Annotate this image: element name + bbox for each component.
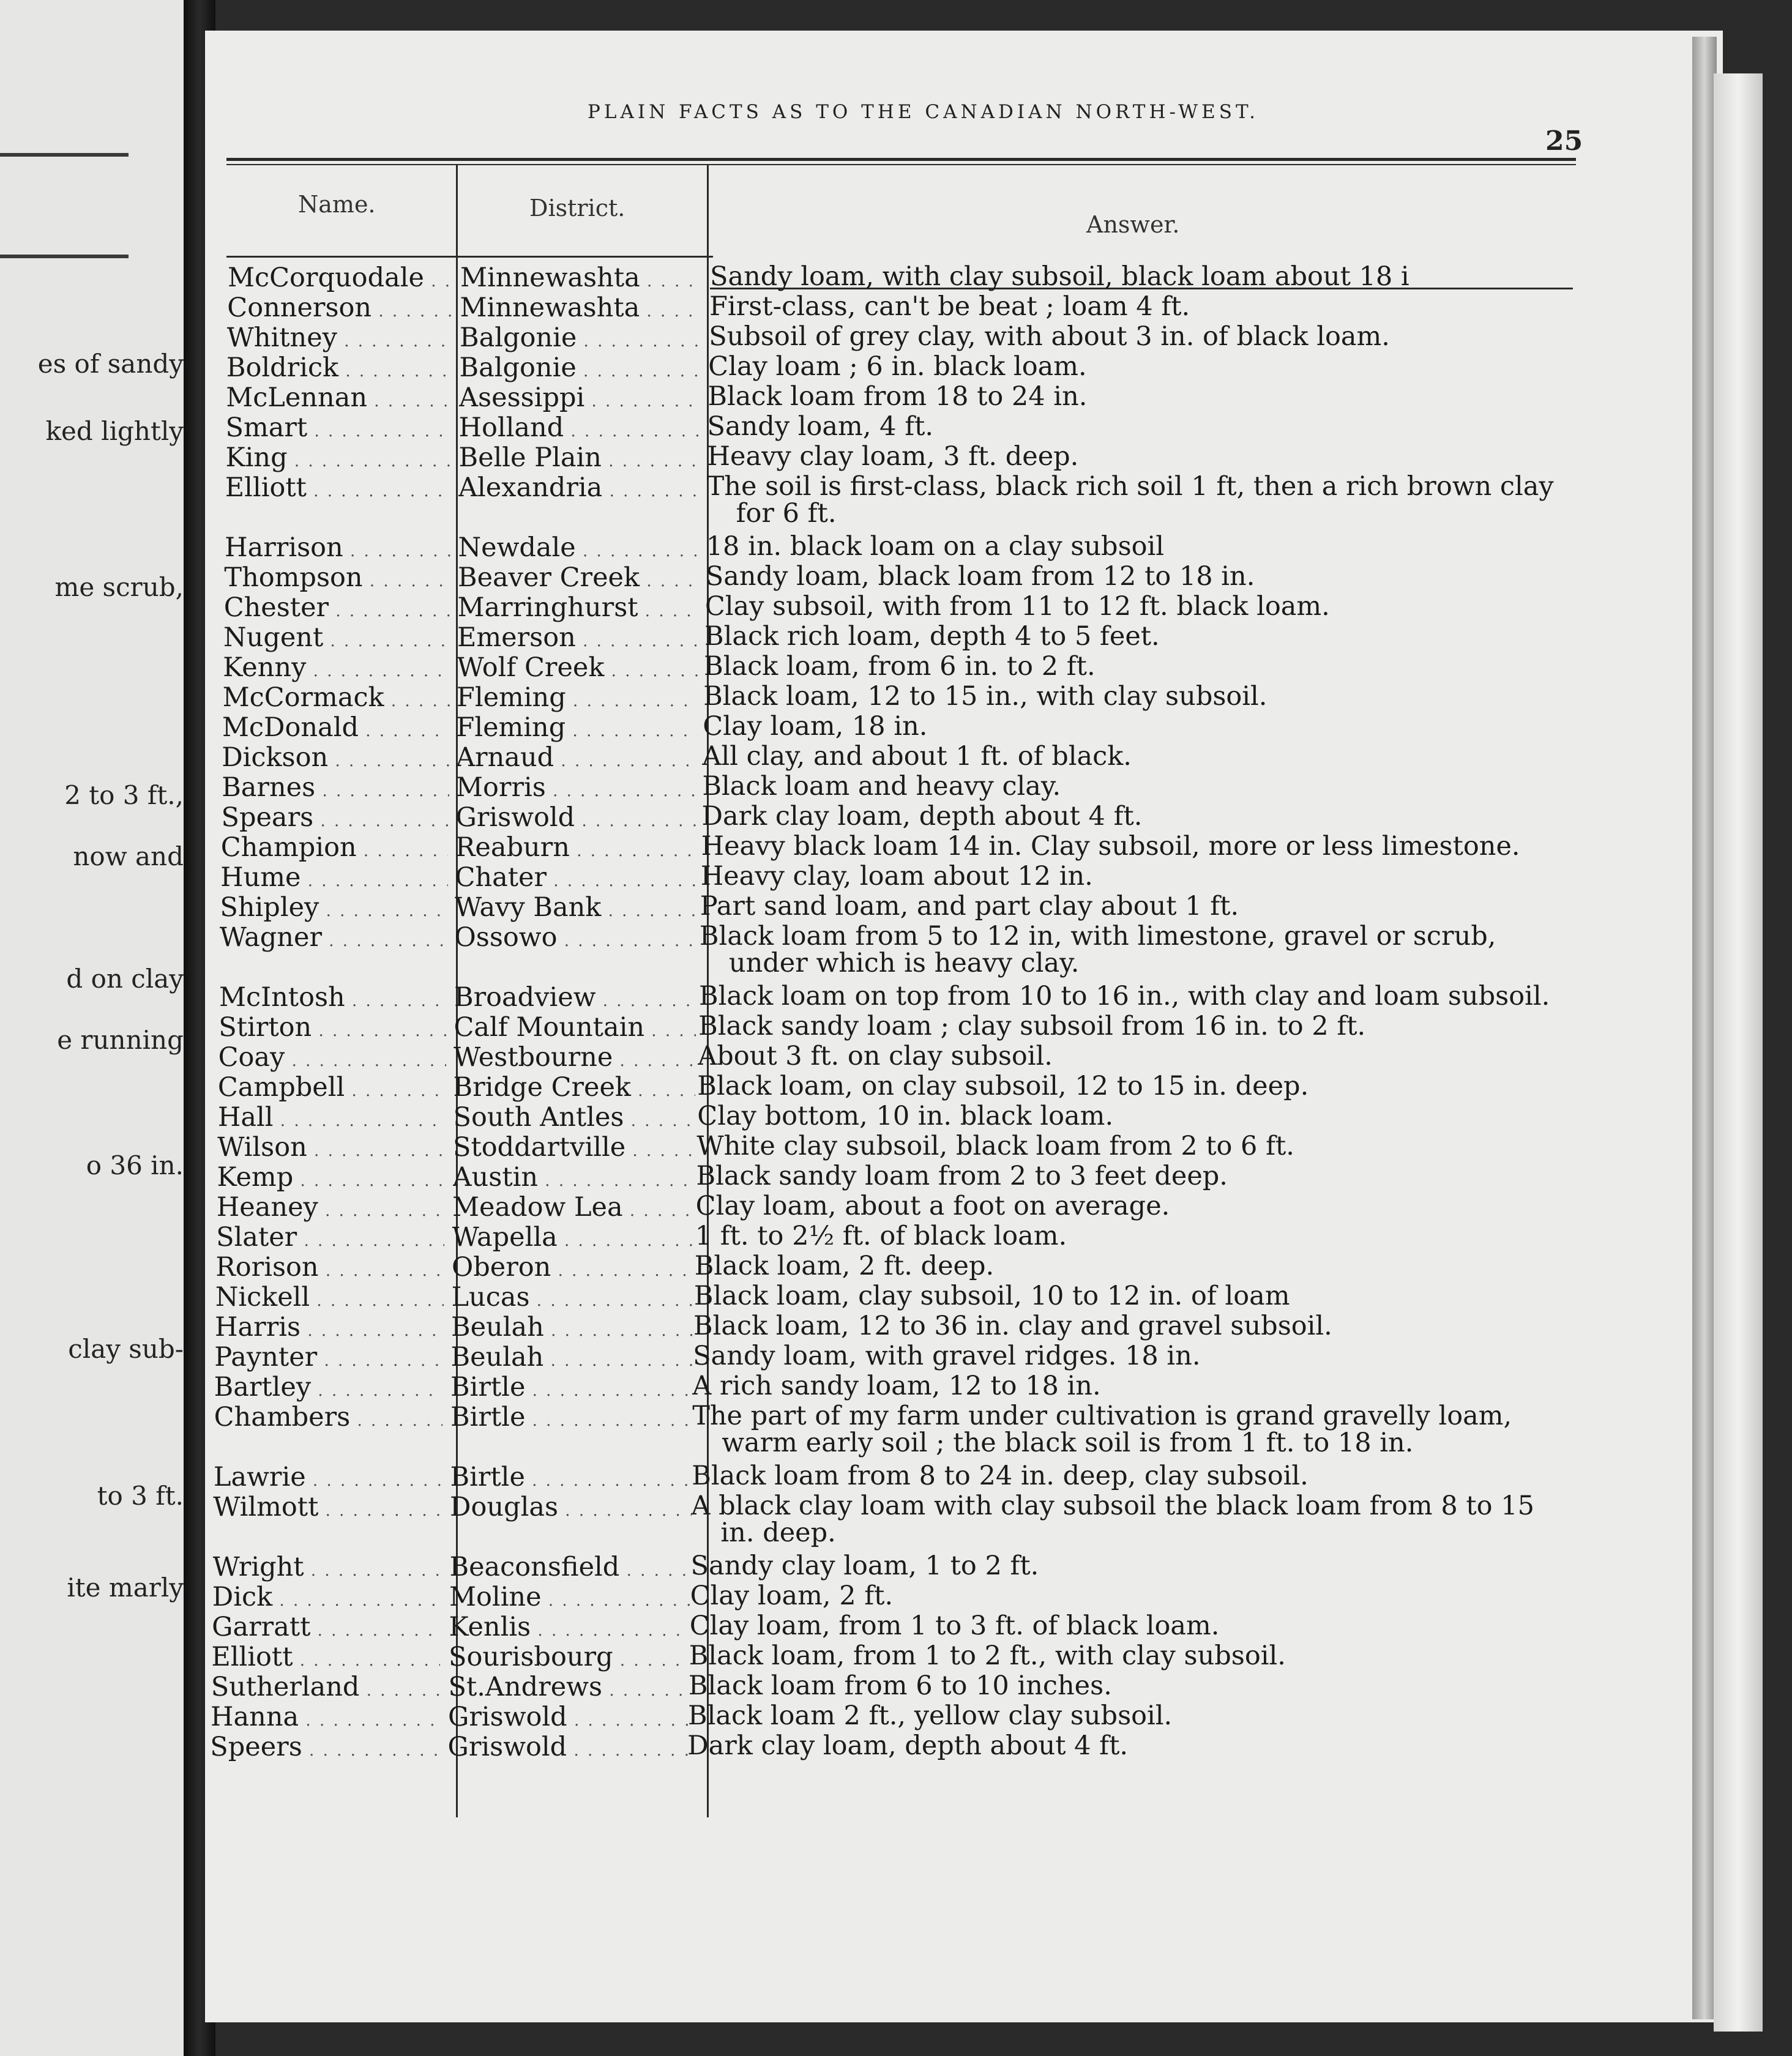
table-row: [0, 773, 1792, 802]
answer-line: Clay loam, about a foot on average.: [695, 1191, 1170, 1221]
row-name: McDonald . . .: [222, 713, 449, 742]
row-answer: [705, 593, 1574, 620]
answer-line: Heavy clay, loam about 12 in.: [700, 861, 1093, 892]
row-answer: [692, 1462, 1561, 1489]
row-district: Douglas . . .: [450, 1492, 692, 1522]
answer-line: Clay loam, from 1 to 3 ft. of black loam.: [689, 1611, 1220, 1641]
row-answer: [709, 323, 1578, 350]
row-name: Lawrie . . .: [214, 1462, 442, 1492]
row-name: Bartley . . .: [214, 1373, 442, 1402]
row-answer: [692, 1402, 1561, 1456]
row-answer: [709, 293, 1578, 320]
row-name: Nugent . . .: [223, 623, 450, 652]
row-district: Bridge Creek . . .: [454, 1073, 695, 1102]
answer-line: Black loam, 12 to 15 in., with clay subsoil.: [703, 681, 1267, 712]
table-row: [0, 863, 1792, 892]
row-answer: [707, 413, 1577, 440]
left-page-fragment: e running: [57, 1025, 184, 1055]
table-row: [0, 1582, 1792, 1612]
row-district: Beulah . . .: [451, 1313, 693, 1342]
row-name: McCorquodale . . .: [228, 263, 454, 292]
table-row: [0, 1343, 1792, 1372]
answer-line: White clay subsoil, black loam from 2 to 6 ft.: [696, 1131, 1294, 1161]
row-district: Marringhurst . . .: [458, 593, 700, 622]
row-answer: [690, 1612, 1559, 1639]
table-row: [0, 983, 1792, 1012]
left-page-fragment: clay sub-: [68, 1334, 184, 1364]
answer-line: Black loam on top from 10 to 16 in., with clay and loam subsoil.: [699, 981, 1550, 1011]
row-district: Birtle . . .: [450, 1462, 692, 1492]
table-row: [0, 593, 1792, 622]
answer-line: Black loam from 6 to 10 inches.: [688, 1671, 1112, 1701]
row-name: Kenny . . .: [223, 653, 450, 682]
row-name: McLennan . . .: [226, 383, 452, 412]
left-page-fragment: es of sandy: [37, 349, 184, 379]
table-row: [0, 1283, 1792, 1312]
row-district: Beulah . . .: [451, 1343, 693, 1372]
row-answer: [695, 1253, 1564, 1279]
row-answer: [704, 653, 1573, 680]
left-page-fragment: me scrub,: [54, 572, 184, 602]
row-name: Hanna . . .: [211, 1702, 439, 1732]
answer-line: Black sandy loam from 2 to 3 feet deep.: [696, 1161, 1228, 1191]
row-name: Barnes . . .: [222, 773, 449, 802]
answer-continuation-line: under which is heavy clay.: [728, 948, 1080, 978]
row-name: Hume . . .: [220, 863, 448, 892]
row-district: Alexandria . . .: [458, 473, 700, 502]
row-district: Meadow Lea . . .: [452, 1193, 694, 1222]
row-answer: [692, 1373, 1561, 1399]
row-district: Austin . . .: [453, 1163, 695, 1192]
table-row: [0, 1672, 1792, 1702]
row-name: Harris . . .: [215, 1313, 443, 1342]
answer-line: Sandy loam, black loam from 12 to 18 in.: [705, 561, 1255, 592]
row-district: Chater . . .: [455, 863, 697, 892]
left-page-fragment: 2 to 3 ft.,: [64, 780, 184, 810]
answer-line: Clay loam, 2 ft.: [690, 1581, 894, 1611]
answer-line: Black loam, from 1 to 2 ft., with clay subsoil.: [689, 1641, 1286, 1671]
row-answer: [696, 1133, 1566, 1160]
answer-line: Black loam, 12 to 36 in. clay and gravel subsoil.: [693, 1311, 1332, 1341]
table-row: [0, 1253, 1792, 1282]
row-answer: [700, 893, 1569, 920]
table-row: [0, 1612, 1792, 1642]
row-name: Elliott . . .: [225, 473, 452, 502]
left-page-fragment: now and: [73, 841, 184, 871]
table-row: [0, 1193, 1792, 1222]
table-row: [0, 1073, 1792, 1102]
row-district: St.Andrews . . .: [449, 1672, 690, 1702]
row-name: Dickson . . .: [222, 743, 449, 772]
row-answer: [701, 833, 1570, 860]
answer-line: Black loam, 2 ft. deep.: [694, 1251, 995, 1281]
row-district: Griswold . . .: [456, 803, 698, 832]
table-row: [0, 1373, 1792, 1402]
row-name: Speers . . .: [210, 1732, 439, 1762]
row-name: Champion . . .: [221, 833, 449, 862]
answer-continuation-line: for 6 ft.: [736, 498, 837, 529]
answer-line: Part sand loam, and part clay about 1 ft.: [700, 891, 1239, 922]
answer-line: Black sandy loam ; clay subsoil from 16 in. to 2 ft.: [698, 1011, 1366, 1041]
answer-line: Sandy loam, with gravel ridges. 18 in.: [693, 1341, 1201, 1371]
row-district: Wapella . . .: [452, 1223, 694, 1252]
answer-line: Black loam and heavy clay.: [702, 771, 1061, 802]
row-name: Coay . . .: [218, 1043, 446, 1072]
left-page-fragment: d on clay: [66, 964, 184, 994]
row-name: Heaney . . .: [217, 1193, 445, 1222]
table-row: [0, 1642, 1792, 1672]
answer-line: Sandy clay loam, 1 to 2 ft.: [690, 1551, 1039, 1581]
table-row: [0, 1313, 1792, 1342]
table-row: [0, 1552, 1792, 1582]
table-row: [0, 1013, 1792, 1042]
answer-line: A black clay loam with clay subsoil the black loam from 8 to 15: [691, 1491, 1534, 1521]
row-name: Boldrick . . .: [226, 353, 453, 382]
row-name: Campbell . . .: [218, 1073, 446, 1102]
answer-line: Black loam, from 6 in. to 2 ft.: [704, 651, 1096, 682]
answer-line: About 3 ft. on clay subsoil.: [698, 1041, 1053, 1071]
row-answer: [700, 923, 1569, 977]
row-district: Balgonie . . .: [460, 323, 701, 352]
left-page-fragment: ite marly: [67, 1573, 184, 1603]
row-answer: [706, 533, 1575, 560]
row-name: Chambers . . .: [214, 1402, 442, 1432]
row-district: Wavy Bank . . .: [455, 893, 696, 922]
row-district: Moline . . .: [449, 1582, 691, 1612]
row-name: Slater . . .: [216, 1223, 444, 1252]
row-answer: [708, 353, 1577, 380]
answer-line: Black loam from 5 to 12 in, with limestone, gravel or scrub,: [699, 921, 1496, 952]
row-name: Whitney . . .: [227, 323, 454, 352]
table-row: [0, 323, 1792, 352]
row-answer: [703, 683, 1572, 710]
row-answer: [706, 563, 1575, 590]
table-row: [0, 893, 1792, 922]
row-name: Wilson . . .: [217, 1133, 445, 1162]
table-row: [0, 1043, 1792, 1072]
row-name: Wilmott . . .: [213, 1492, 441, 1522]
row-answer: [710, 263, 1579, 290]
row-answer: [691, 1492, 1560, 1546]
table-row: [0, 833, 1792, 862]
table-row: [0, 683, 1792, 712]
answer-line: Clay bottom, 10 in. black loam.: [697, 1101, 1114, 1131]
row-name: Connerson . . .: [227, 293, 454, 322]
row-district: Broadview . . .: [454, 983, 696, 1012]
table-row: [0, 413, 1792, 442]
answer-line: Clay subsoil, with from 11 to 12 ft. black loam.: [704, 591, 1330, 622]
row-name: Stirton . . .: [218, 1013, 446, 1042]
row-answer: [702, 773, 1571, 800]
row-name: Sutherland . . .: [211, 1672, 440, 1702]
row-answer: [689, 1672, 1558, 1699]
row-answer: [698, 1043, 1567, 1070]
answer-line: Black loam from 18 to 24 in.: [707, 381, 1088, 412]
row-answer: [707, 473, 1576, 527]
table-row: [0, 353, 1792, 382]
row-district: Beaconsfield . . .: [450, 1552, 692, 1582]
row-answer: [693, 1343, 1562, 1369]
row-answer: [690, 1582, 1559, 1609]
left-page-fragment: ked lightly: [45, 416, 184, 446]
answer-line: All clay, and about 1 ft. of black.: [702, 741, 1132, 772]
answer-line: Clay loam ; 6 in. black loam.: [708, 351, 1087, 382]
row-answer: [704, 623, 1574, 650]
row-answer: [701, 863, 1570, 890]
table-row: [0, 743, 1792, 772]
answer-line: Subsoil of grey clay, with about 3 in. of black loam.: [709, 321, 1390, 352]
row-answer: [697, 1103, 1566, 1130]
row-name: Smart . . .: [226, 413, 453, 442]
answer-continuation-line: warm early soil ; the black soil is from 1 ft. to 18 in.: [722, 1428, 1414, 1458]
row-answer: [703, 713, 1572, 740]
row-name: Garratt . . .: [212, 1612, 441, 1642]
row-answer: [688, 1702, 1557, 1729]
row-answer: [696, 1163, 1566, 1190]
row-district: Fleming . . .: [457, 683, 698, 712]
answer-line: First-class, can't be beat ; loam 4 ft.: [709, 291, 1190, 322]
row-name: Harrison . . .: [225, 533, 452, 562]
row-answer: [689, 1642, 1558, 1669]
table-row: [0, 803, 1792, 832]
left-page-fragment: to 3 ft.: [97, 1481, 184, 1511]
answer-line: Clay loam, 18 in.: [703, 711, 928, 742]
row-answer: [707, 383, 1577, 410]
table-row: [0, 1702, 1792, 1732]
row-answer: [687, 1732, 1556, 1759]
row-district: Birtle . . .: [450, 1373, 692, 1402]
table-row: [0, 623, 1792, 652]
column-header-district: District.: [529, 195, 625, 222]
row-answer: [696, 1193, 1565, 1220]
row-name: Wagner . . .: [220, 923, 447, 952]
row-district: Ossowo . . .: [455, 923, 696, 952]
table-row: [0, 563, 1792, 592]
row-district: Minnewashta . . .: [460, 263, 702, 292]
answer-line: Heavy clay loam, 3 ft. deep.: [707, 441, 1079, 472]
row-answer: [697, 1073, 1566, 1100]
answer-line: A rich sandy loam, 12 to 18 in.: [692, 1371, 1101, 1401]
row-district: Stoddartville . . .: [453, 1133, 695, 1162]
row-name: McCormack . . .: [223, 683, 450, 712]
row-answer: [702, 743, 1571, 770]
answer-line: Black rich loam, depth 4 to 5 feet.: [704, 621, 1160, 652]
running-head: PLAIN FACTS AS TO THE CANADIAN NORTH-WEST.: [588, 101, 1259, 123]
row-district: Lucas . . .: [452, 1283, 693, 1312]
row-district: Asessippi . . .: [459, 383, 701, 412]
row-district: Sourisbourg . . .: [449, 1642, 690, 1672]
answer-line: Black loam, clay subsoil, 10 to 12 in. of loam: [693, 1281, 1290, 1311]
table-row: [0, 1223, 1792, 1252]
row-district: Westbourne . . .: [454, 1043, 695, 1072]
row-name: Nickell . . .: [215, 1283, 444, 1312]
row-district: Kenlis . . .: [449, 1612, 691, 1642]
answer-line: The soil is first-class, black rich soil 1 ft, then a rich brown clay: [706, 471, 1554, 502]
row-name: Thompson . . .: [224, 563, 451, 592]
row-name: Chester . . .: [224, 593, 451, 622]
row-name: Hall . . .: [218, 1103, 446, 1132]
table-row: [0, 533, 1792, 562]
column-header-name: Name.: [298, 191, 376, 218]
row-answer: [707, 443, 1577, 470]
row-district: Griswold . . .: [448, 1702, 690, 1732]
answer-line: Black loam from 8 to 24 in. deep, clay subsoil.: [692, 1461, 1309, 1491]
table-row: [0, 471, 1792, 529]
row-answer: [691, 1552, 1560, 1579]
row-name: King . . .: [226, 443, 453, 472]
table-row: [0, 713, 1792, 742]
row-district: South Antles . . .: [454, 1103, 695, 1132]
row-district: Fleming . . .: [457, 713, 698, 742]
row-district: Belle Plain . . .: [459, 443, 701, 472]
table-row: [0, 383, 1792, 412]
row-answer: [698, 1013, 1567, 1040]
table-row: [0, 1401, 1792, 1458]
row-district: Emerson . . .: [457, 623, 699, 652]
table-row: [0, 1103, 1792, 1132]
table-row: [0, 653, 1792, 682]
row-name: Kemp . . .: [217, 1163, 446, 1192]
table-row: [0, 1732, 1792, 1762]
row-district: Birtle . . .: [450, 1402, 692, 1432]
table-row: [0, 263, 1792, 292]
row-answer: [693, 1313, 1562, 1339]
row-name: Shipley . . .: [220, 893, 447, 922]
row-answer: [699, 983, 1568, 1010]
table-row: [0, 1462, 1792, 1492]
row-district: Beaver Creek . . .: [458, 563, 700, 592]
answer-line: The part of my farm under cultivation is grand gravelly loam,: [692, 1401, 1512, 1431]
row-name: Spears . . .: [222, 803, 449, 832]
answer-line: Black loam, on clay subsoil, 12 to 15 in. deep.: [697, 1071, 1309, 1101]
row-name: McIntosh . . .: [219, 983, 447, 1012]
table-row: [0, 443, 1792, 472]
row-district: Arnaud . . .: [456, 743, 698, 772]
row-district: Newdale . . .: [458, 533, 700, 562]
answer-line: Heavy black loam 14 in. Clay subsoil, more or less limestone.: [701, 831, 1520, 862]
row-answer: [694, 1283, 1563, 1309]
column-header-answer: Answer.: [1086, 211, 1180, 238]
row-district: Reaburn . . .: [455, 833, 697, 862]
row-district: Wolf Creek . . .: [457, 653, 699, 682]
answer-line: 1 ft. to 2½ ft. of black loam.: [695, 1221, 1067, 1251]
row-district: Balgonie . . .: [460, 353, 701, 382]
answer-line: Dark clay loam, depth about 4 ft.: [687, 1730, 1129, 1761]
row-district: Griswold . . .: [448, 1732, 690, 1762]
row-district: Oberon . . .: [452, 1253, 693, 1282]
answer-line: Black loam 2 ft., yellow clay subsoil.: [688, 1700, 1173, 1731]
page-number: 25: [1545, 125, 1583, 157]
table-row: [0, 1163, 1792, 1192]
table-row: [0, 293, 1792, 322]
table-row: [0, 1133, 1792, 1162]
row-district: Holland . . .: [459, 413, 701, 442]
row-district: Calf Mountain . . .: [454, 1013, 696, 1042]
row-name: Dick . . .: [212, 1582, 441, 1612]
answer-line: 18 in. black loam on a clay subsoil: [706, 531, 1165, 562]
row-answer: [695, 1223, 1564, 1250]
row-answer: [702, 803, 1571, 830]
row-name: Wright . . .: [213, 1552, 442, 1582]
table-row: [0, 1491, 1792, 1548]
answer-line: Sandy loam, with clay subsoil, black loam about 18 i: [710, 261, 1409, 292]
row-name: Rorison . . .: [215, 1253, 444, 1282]
left-page-fragment: o 36 in.: [86, 1150, 184, 1180]
row-name: Elliott . . .: [211, 1642, 440, 1672]
row-district: Minnewashta . . .: [460, 293, 702, 322]
answer-line: Sandy loam, 4 ft.: [707, 411, 934, 442]
answer-line: Dark clay loam, depth about 4 ft.: [701, 801, 1143, 832]
row-district: Morris . . .: [456, 773, 698, 802]
answer-continuation-line: in. deep.: [720, 1518, 836, 1548]
row-name: Paynter . . .: [214, 1343, 442, 1372]
table-row: [0, 921, 1792, 978]
